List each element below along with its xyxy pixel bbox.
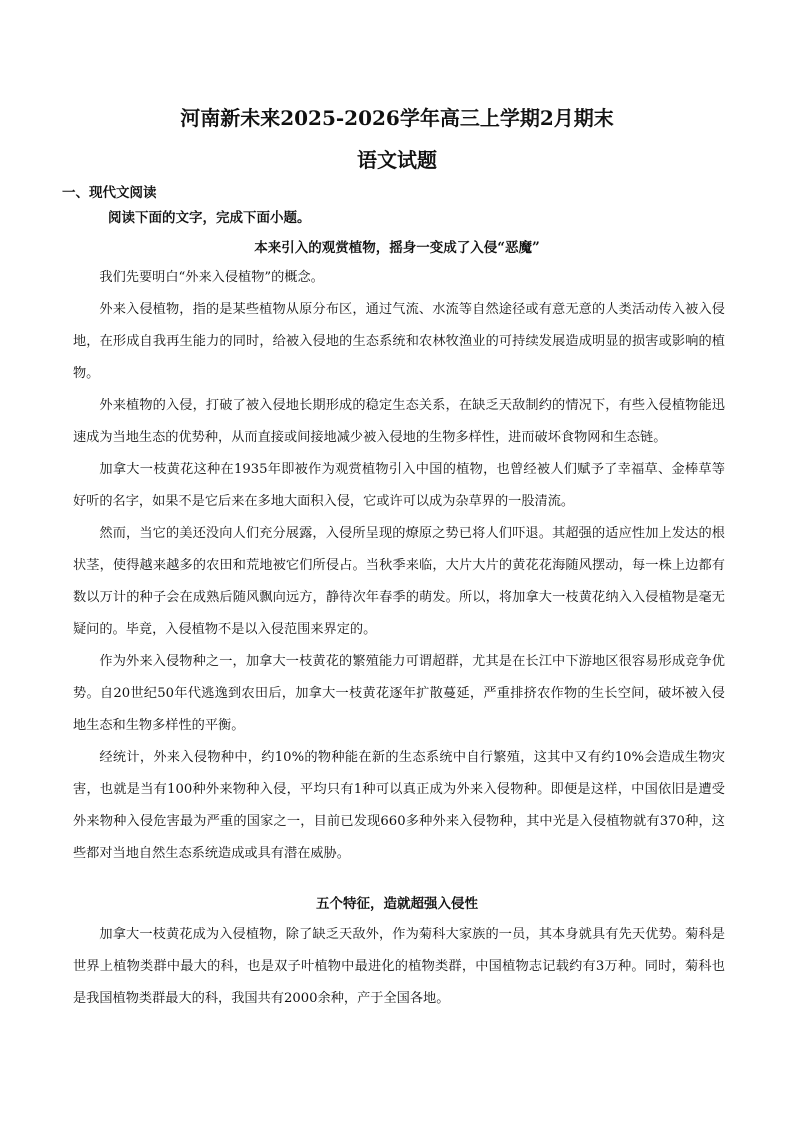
paragraph: 经统计，外来入侵物种中，约10%的物种能在新的生态系统中自行繁殖，这其中又有约10%会造成生物灾害，也就是当有100种外来物种入侵，平均只有1种可以真正成为外来入侵物种。即便是这样，中国依旧是遭受外来物种入侵危害最为严重的国家之一，目前已发现660多种外来入侵物种，其中光是入侵植物就有370种，这些都对当地自然生态系统造成或具有潜在威胁。 [73, 750, 725, 861]
reading-instruction: 阅读下面的文字，完成下面小题。 [108, 210, 311, 226]
section-heading: 一、现代文阅读 [62, 185, 157, 201]
document-subtitle: 语文试题 [357, 148, 437, 172]
paragraph: 我们先要明白“外来入侵植物”的概念。 [99, 270, 324, 285]
paragraph: 作为外来入侵物种之一，加拿大一枝黄花的繁殖能力可谓超群，尤其是在长江中下游地区很容易形成竞争优势。自20世纪50年代逃逸到农田后，加拿大一枝黄花逐年扩散蔓延，严重排挤农作物的生长空间，破坏被入侵地生态和生物多样性的平衡。 [73, 654, 725, 733]
paragraph: 外来植物的入侵，打破了被入侵地长期形成的稳定生态关系，在缺乏天敌制约的情况下，有些入侵植物能迅速成为当地生态的优势种，从而直接或间接地减少被入侵地的生物多样性，进而破坏食物网和生态链。 [73, 398, 725, 445]
paragraph: 然而，当它的美还没向人们充分展露，入侵所呈现的燎原之势已将人们吓退。其超强的适应性加上发达的根状茎，使得越来越多的农田和荒地被它们所侵占。当秋季来临，大片大片的黄花花海随风摆动，每一株上边都有数以万计的种子会在成熟后随风飘向远方，静待次年春季的萌发。所以，将加拿大一枝黄花纳入入侵植物是毫无疑问的。毕竟，入侵植物不是以入侵范围来界定的。 [73, 526, 725, 637]
section-subheading: 五个特征，造就超强入侵性 [316, 896, 478, 912]
article-body-continued [73, 919, 725, 1015]
paragraph: 外来入侵植物，指的是某些植物从原分布区，通过气流、水流等自然途径或有意无意的人类活动传入被入侵地，在形成自我再生能力的同时，给被入侵地的生态系统和农林牧渔业的可持续发展造成明显的损害或影响的植物。 [73, 302, 725, 381]
article-body [73, 262, 725, 870]
paragraph: 加拿大一枝黄花成为入侵植物，除了缺乏天敌外，作为菊科大家族的一员，其本身就具有先天优势。菊科是世界上植物类群中最大的科，也是双子叶植物中最进化的植物类群，中国植物志记载约有3万种。同时，菊科也是我国植物类群最大的科，我国共有2000余种，产于全国各地。 [73, 927, 725, 1006]
document-title: 河南新未来2025-2026学年高三上学期2月期末 [180, 106, 614, 130]
article-title: 本来引入的观赏植物，摇身一变成了入侵“恶魔” [254, 240, 540, 256]
paragraph: 加拿大一枝黄花这种在1935年即被作为观赏植物引入中国的植物，也曾经被人们赋予了幸福草、金棒草等好听的名字，如果不是它后来在多地大面积入侵，它或许可以成为杂草界的一股清流。 [73, 462, 725, 509]
